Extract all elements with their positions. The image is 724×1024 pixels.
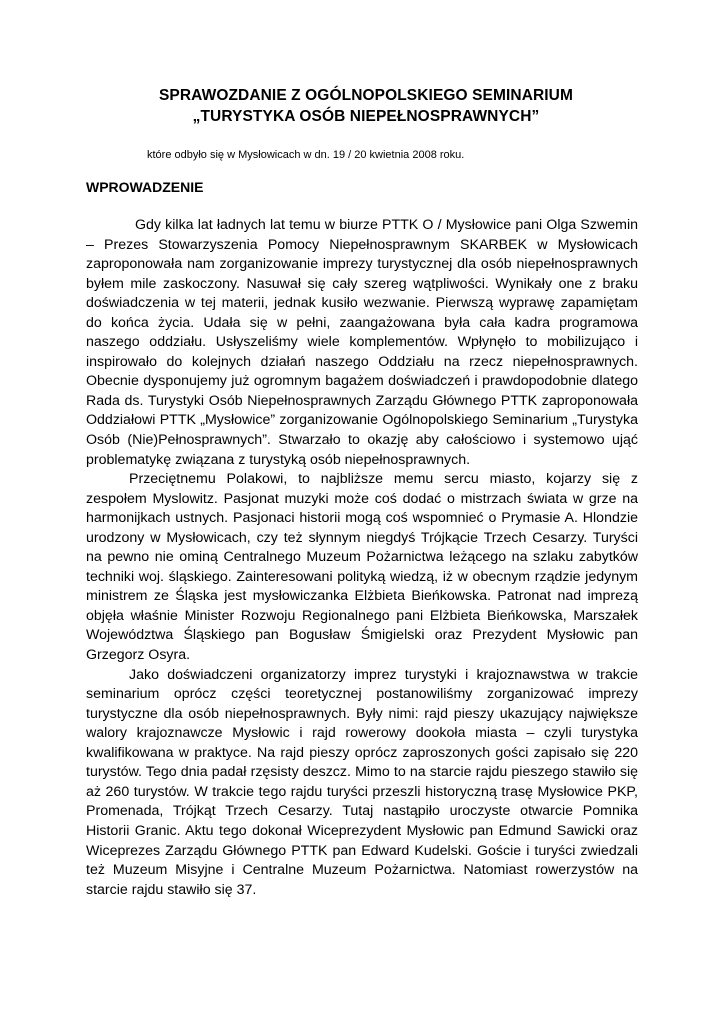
document-subtitle: które odbyło się w Mysłowicach w dn. 19 / 20 kwietnia 2008 roku. (147, 149, 465, 161)
section-heading: WPROWADZENIE (86, 179, 204, 195)
paragraph-1: Gdy kilka lat ładnych lat temu w biurze PTTK O / Mysłowice pani Olga Szwemin – Prezes Stowarzyszenia Pomocy Niepełnosprawnym SKARBEK w Mysłowicach zaproponowała nam zorganizowanie imprezy turystycznej dla osób niepełnosprawnych byłem mile zaskoczony. Nasuwał się cały szereg wątpliwości. Wynikały one z braku doświadczenia w tej materii, jednak kusiło wezwanie. Pierwszą wyprawę zapamiętam do końca życia. Udała się w pełni, zaangażowana była cała kadra programowa naszego oddziału. Usłyszeliśmy wiele komplementów. Wpłynęło to mobilizująco i inspirowało do kolejnych działań naszego Oddziału na rzecz niepełnosprawnych. Obecnie dysponujemy już ogromnym bagażem doświadczeń i prawdopodobnie dlatego Rada ds. Turystyki Osób Niepełnosprawnych Zarządu Głównego PTTK zaproponowała Oddziałowi PTTK „Mysłowice” zorganizowanie Ogólnopolskiego Seminarium „Turystyka Osób (Nie)Pełnosprawnych”. Stwarzało to okazję aby całościowo i systemowo ująć problematykę związana z turystyką osób niepełnosprawnych. (86, 217, 638, 468)
paragraph-2: Przeciętnemu Polakowi, to najbliższe memu sercu miasto, kojarzy się z zespołem Myslowitz. Pasjonat muzyki może coś dodać o mistrzach świata w grze na harmonijkach ustnych. Pasjonaci historii mogą coś wspomnieć o Prymasie A. Hlondzie urodzony w Mysłowicach, czy też słynnym niegdyś Trójkącie Trzech Cesarzy. Turyści na pewno nie ominą Centralnego Muzeum Pożarnictwa leżącego na szlaku zabytków techniki woj. śląskiego. Zainteresowani polityką wiedzą, iż w obecnym rządzie jedynym ministrem ze Śląska jest mysłowiczanka Elżbieta Bieńkowska. Patronat nad imprezą objęła właśnie Minister Rozwoju Regionalnego pani Elżbieta Bieńkowska, Marszałek Województwa Śląskiego pan Bogusław Śmigielski oraz Prezydent Mysłowic pan Grzegorz Osyra. (86, 471, 638, 664)
body-text (86, 216, 638, 900)
document-title-line-2: „TURYSTYKA OSÓB NIEPEŁNOSPRAWNYCH” (192, 108, 540, 125)
document-title-line-1: SPRAWOZDANIE Z OGÓLNOPOLSKIEGO SEMINARIUM (158, 87, 573, 104)
paragraph-3: Jako doświadczeni organizatorzy imprez turystyki i krajoznawstwa w trakcie seminarium oprócz części teoretycznej postanowiliśmy zorganizować imprezy turystyczne dla osób niepełnosprawnych. Były nimi: rajd pieszy ukazujący największe walory krajoznawcze Mysłowic i rajd rowerowy dookoła miasta – czyli turystyka kwalifikowana w praktyce. Na rajd pieszy oprócz zaproszonych gości zapisało się 220 turystów. Tego dnia padał rzęsisty deszcz. Mimo to na starcie rajdu pieszego stawiło się aż 260 turystów. W trakcie tego rajdu turyści przeszli historyczną trasę Mysłowice PKP, Promenada, Trójkąt Trzech Cesarzy. Tutaj nastąpiło uroczyste otwarcie Pomnika Historii Granic. Aktu tego dokonał Wiceprezydent Mysłowic pan Edmund Sawicki oraz Wiceprezes Zarządu Głównego PTTK pan Edward Kudelski. Goście i turyści zwiedzali też Muzeum Misyjne i Centralne Muzeum Pożarnictwa. Natomiast rowerzystów na starcie rajdu stawiło się 37. (86, 666, 638, 898)
